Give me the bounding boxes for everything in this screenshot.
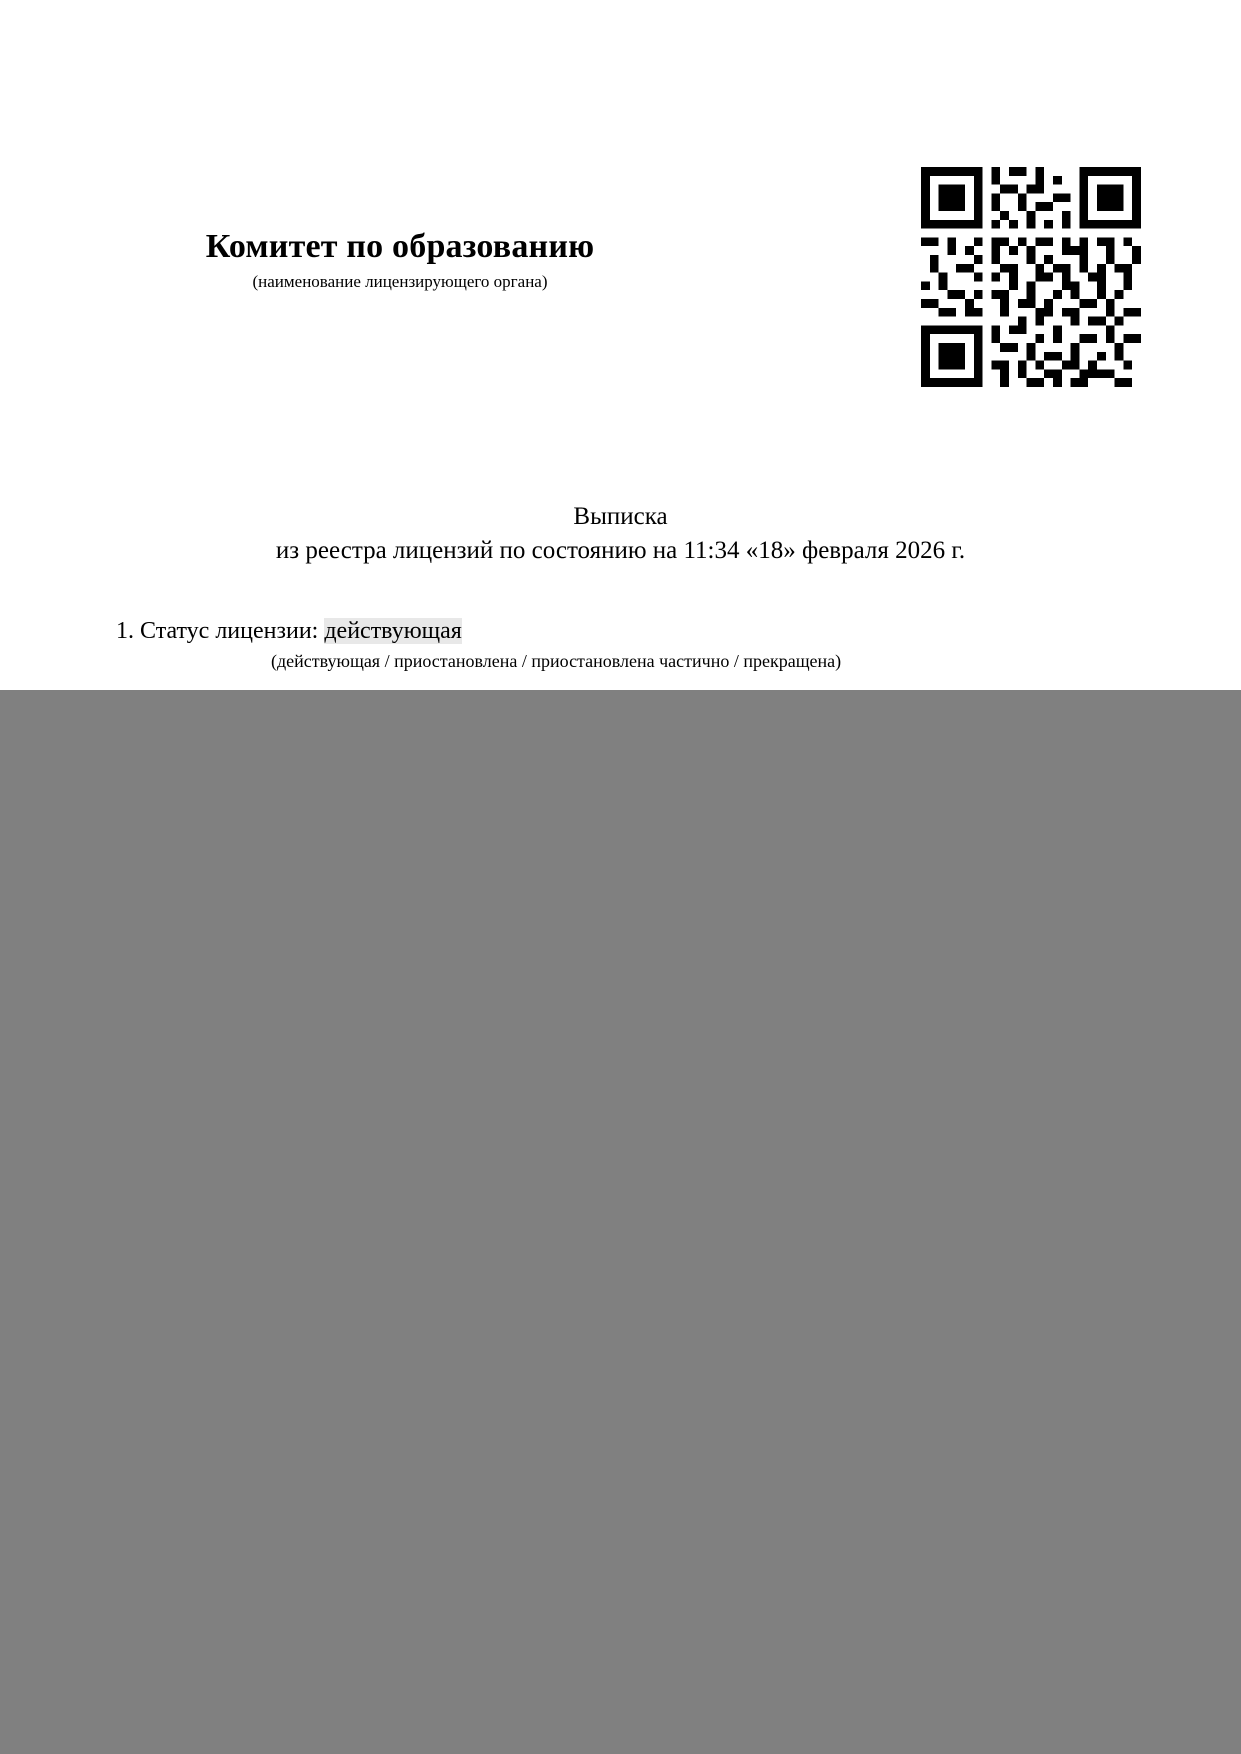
document-header <box>0 228 800 292</box>
license-status-line <box>116 615 1126 673</box>
organization-name: Комитет по образованию <box>205 228 595 265</box>
license-status-value: действующая <box>324 618 462 644</box>
qr-code-icon <box>921 167 1141 387</box>
screen-overlay <box>0 690 1241 1754</box>
extract-title-line1: Выписка <box>573 503 668 530</box>
extract-title <box>0 500 1241 568</box>
license-status-note: (действующая / приостановлена / приостановлена частично / прекращена) <box>271 651 842 672</box>
license-status-label: 1. Статус лицензии: <box>116 618 325 644</box>
extract-title-line2: из реестра лицензий по состоянию на 11:34 «18» февраля 2026 г. <box>275 536 966 564</box>
organization-caption: (наименование лицензирующего органа) <box>252 272 548 292</box>
